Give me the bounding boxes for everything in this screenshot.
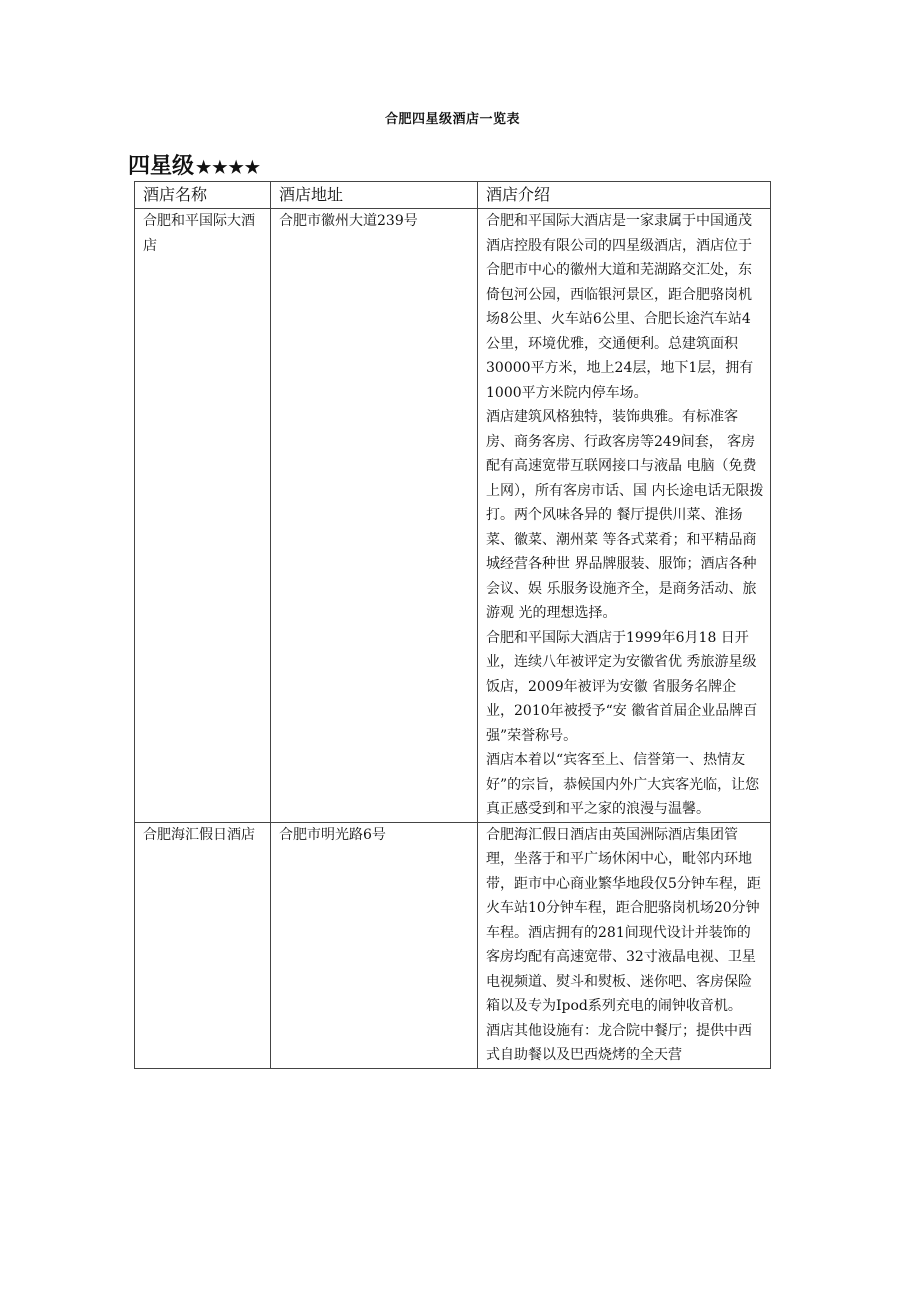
table-row (135, 209, 771, 823)
intro-paragraph: 合肥和平国际大酒店于1999年6月18 日开业，连续八年被评定为安徽省优 秀旅游星级饭店，2009年被评为安徽 省服务名牌企业，2010年被授予“安 徽省首届企业品牌百强”荣誉称号。 (486, 629, 758, 744)
hotel-name-cell: 合肥海汇假日酒店 (135, 822, 271, 1068)
section-heading-text: 四星级 (128, 153, 195, 179)
intro-paragraph: 合肥海汇假日酒店由英国洲际酒店集团管理，坐落于和平广场休闲中心，毗邻内环地带，距市中心商业繁华地段仅5分钟车程，距火车站10分钟车程，距合肥骆岗机场20分钟车程。酒店拥有的281间现代设计并装饰的客房均配有高速宽带、32寸液晶电视、卫星电视频道、熨斗和熨板、迷你吧、客房保险箱以及专为Ipod系列充电的闹钟收音机。 (486, 826, 761, 1014)
hotel-address-cell: 合肥市明光路6号 (271, 822, 478, 1068)
column-header-name: 酒店名称 (135, 182, 271, 209)
hotel-table (134, 181, 771, 1069)
hotel-intro-cell (478, 822, 771, 1068)
intro-paragraph: 酒店本着以“宾客至上、信誉第一、热情友好”的宗旨，恭候国内外广大宾客光临，让您真正感受到和平之家的浪漫与温馨。 (486, 752, 760, 817)
document-title: 合肥四星级酒店一览表 (384, 112, 520, 127)
column-header-address: 酒店地址 (271, 182, 478, 209)
intro-paragraph: 酒店建筑风格独特，装饰典雅。有标准客房、商务客房、行政客房等249间套， 客房配有高速宽带互联网接口与液晶 电脑（免费上网），所有客房市话、国 内长途电话无限拨打。两个风味各异的 餐厅提供川菜、淮扬菜、徽菜、潮州菜 等各式菜肴；和平精品商城经营各种世 界品牌服装、服饰；酒店各种会议、娱 乐服务设施齐全，是商务活动、旅游观 光的理想选择。 (486, 409, 764, 621)
intro-paragraph: 合肥和平国际大酒店是一家隶属于中国通茂酒店控股有限公司的四星级酒店，酒店位于合肥市中心的徽州大道和芜湖路交汇处，东倚包河公园，西临银河景区，距合肥骆岗机场8公里、火车站6公里、合肥长途汽车站4公里，环境优雅，交通便利。总建筑面积30000平方米，地上24层，地下1层，拥有1000平方米院内停车场。 (486, 213, 754, 401)
table-header-row (135, 182, 771, 209)
section-heading (128, 151, 261, 183)
table-row (135, 822, 771, 1068)
hotel-address-cell: 合肥市徽州大道239号 (271, 209, 478, 823)
hotel-intro-cell (478, 209, 771, 823)
star-rating-icon: ★★★★ (196, 158, 261, 178)
column-header-intro: 酒店介绍 (478, 182, 771, 209)
hotel-name-cell: 合肥和平国际大酒店 (135, 209, 271, 823)
intro-paragraph: 酒店其他设施有：龙合院中餐厅；提供中西式自助餐以及巴西烧烤的全天营 (486, 1022, 752, 1063)
